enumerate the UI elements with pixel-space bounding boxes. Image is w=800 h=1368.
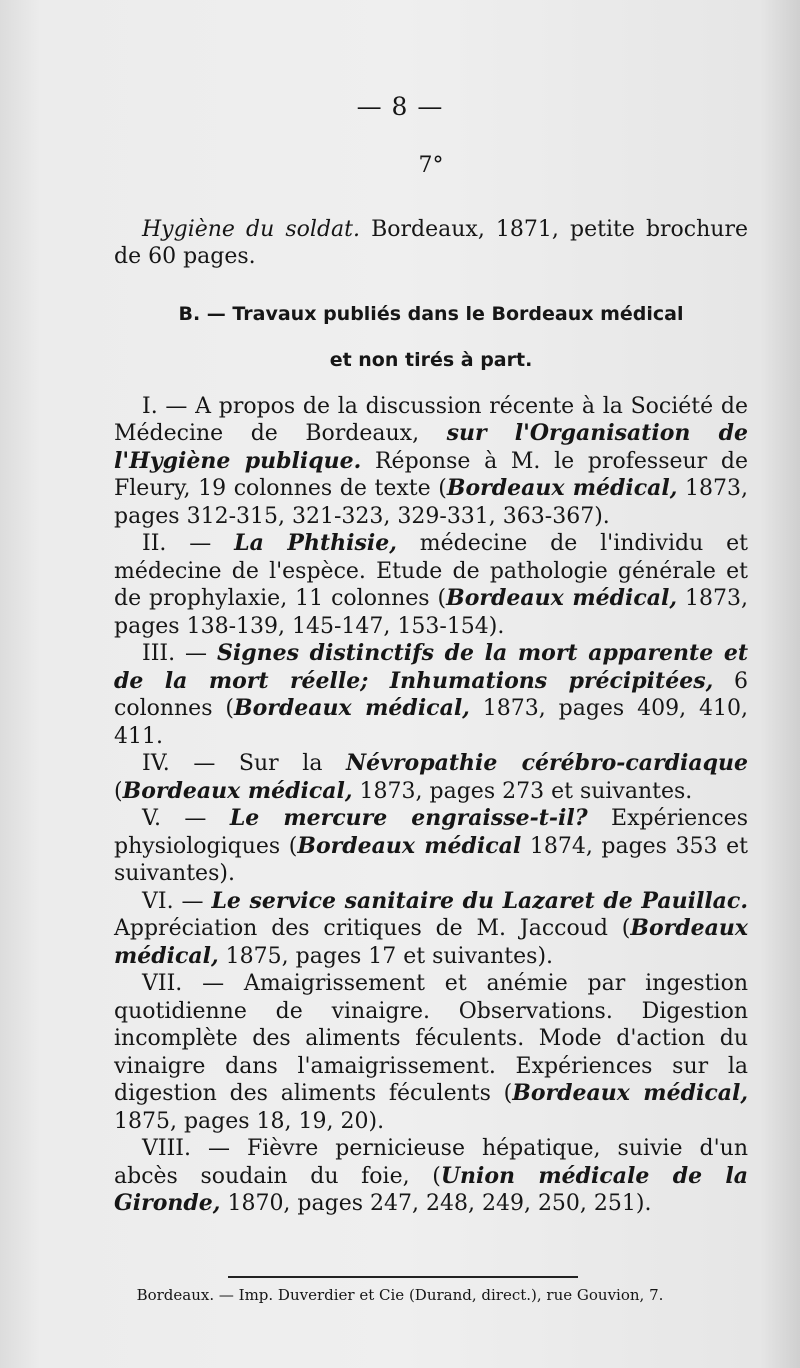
item-text: 1875, pages 18, 19, 20). [114, 1108, 385, 1134]
page-number: — 8 — [356, 92, 444, 121]
item-title: Névropathie cérébro-cardiaque [346, 750, 748, 776]
item-text: Réponse à M. le professeur de Fleury, 19 colonnes de texte ( [114, 448, 749, 501]
item-source: Bordeaux médical [297, 832, 522, 859]
item-source: Union médicale de la Gironde, [114, 1162, 749, 1216]
item-prefix: V. — [142, 806, 230, 831]
section-b-heading-line2: et non tirés à part. [329, 348, 533, 371]
item-source: Bordeaux médical, [446, 475, 678, 501]
section-b-heading [114, 291, 748, 383]
item-title: sur l'Organisation de l'Hygiène publique. [114, 420, 748, 474]
section-7-title: Hygiène du soldat. [142, 216, 360, 242]
list-item-iv [114, 750, 748, 805]
item-source: Bordeaux médical, [446, 585, 678, 611]
item-prefix: VIII. — Fièvre pernicieuse hépatique, suivie d'un abcès soudain du foie, ( [114, 1136, 748, 1189]
item-text: 6 colonnes ( [114, 668, 748, 721]
item-title: Signes distinctifs de la mort apparente et de la mort réelle; Inhumations précipitées, [114, 640, 748, 694]
footer-divider [228, 1276, 578, 1278]
section-7-text: Bordeaux, 1871, petite brochure de 60 pages. [114, 216, 748, 269]
item-text: 1873, pages 312-315, 321-323, 329-331, 363-367). [114, 476, 748, 529]
list-item-iii [114, 640, 748, 750]
section-7-number: 7° [418, 153, 444, 178]
item-source: Bordeaux médical, [122, 777, 353, 804]
list-item-viii [114, 1135, 748, 1218]
item-text: 1875, pages 17 et suivantes). [218, 943, 554, 969]
item-text: 1874, pages 353 et suivantes). [114, 833, 748, 886]
item-text: médecine de l'individu et médecine de l'espèce. Etude de pathologie générale et de prophylaxie, 11 colonnes ( [114, 531, 749, 611]
item-prefix: I. — A propos de la discussion récente à la Société de Médecine de Bordeaux, [114, 393, 748, 446]
item-text: Appréciation des critiques de M. Jaccoud ( [114, 916, 631, 941]
item-prefix: II. — [142, 531, 235, 556]
list-item-i [114, 393, 748, 531]
item-source: Bordeaux médical, [114, 915, 748, 969]
list-item-vii [114, 970, 748, 1135]
section-b-heading-line1: B. — Travaux publiés dans le Bordeaux médical [178, 302, 684, 325]
item-title: La Phthisie, [234, 530, 397, 556]
item-prefix: IV. — Sur la [142, 751, 347, 776]
item-text: Expériences physiologiques ( [114, 806, 748, 859]
section-7-entry [114, 216, 748, 271]
item-prefix: VI. — [142, 888, 212, 914]
item-text: 1873, pages 273 et suivantes. [352, 778, 693, 804]
list-item-ii [114, 530, 748, 640]
item-prefix: III. — [142, 641, 217, 666]
page-content [114, 152, 748, 1218]
item-title: Le mercure engraisse-t-il? [229, 805, 588, 831]
item-prefix: VII. — Amaigrissement et anémie par ingestion quotidienne de vinaigre. Observations. Digestion incomplète des aliments féculents. Mode d'action du vinaigre dans l'amaigrissement. Expériences sur la digestion des aliments féculents ( [114, 971, 748, 1106]
item-title: Le service sanitaire du Lazaret de Pauillac. [211, 887, 748, 914]
item-source: Bordeaux médical, [233, 695, 470, 721]
list-item-vi [114, 888, 748, 971]
list-item-v [114, 805, 748, 888]
item-text: 1873, pages 138-139, 145-147, 153-154). [114, 586, 749, 639]
item-source: Bordeaux médical, [512, 1080, 748, 1106]
item-text: 1873, pages 409, 410, 411. [114, 696, 748, 749]
printer-imprint: Bordeaux. — Imp. Duverdier et Cie (Durand, direct.), rue Gouvion, 7. [136, 1286, 664, 1304]
item-text: 1870, pages 247, 248, 249, 250, 251). [220, 1191, 652, 1216]
item-text: ( [114, 778, 123, 804]
